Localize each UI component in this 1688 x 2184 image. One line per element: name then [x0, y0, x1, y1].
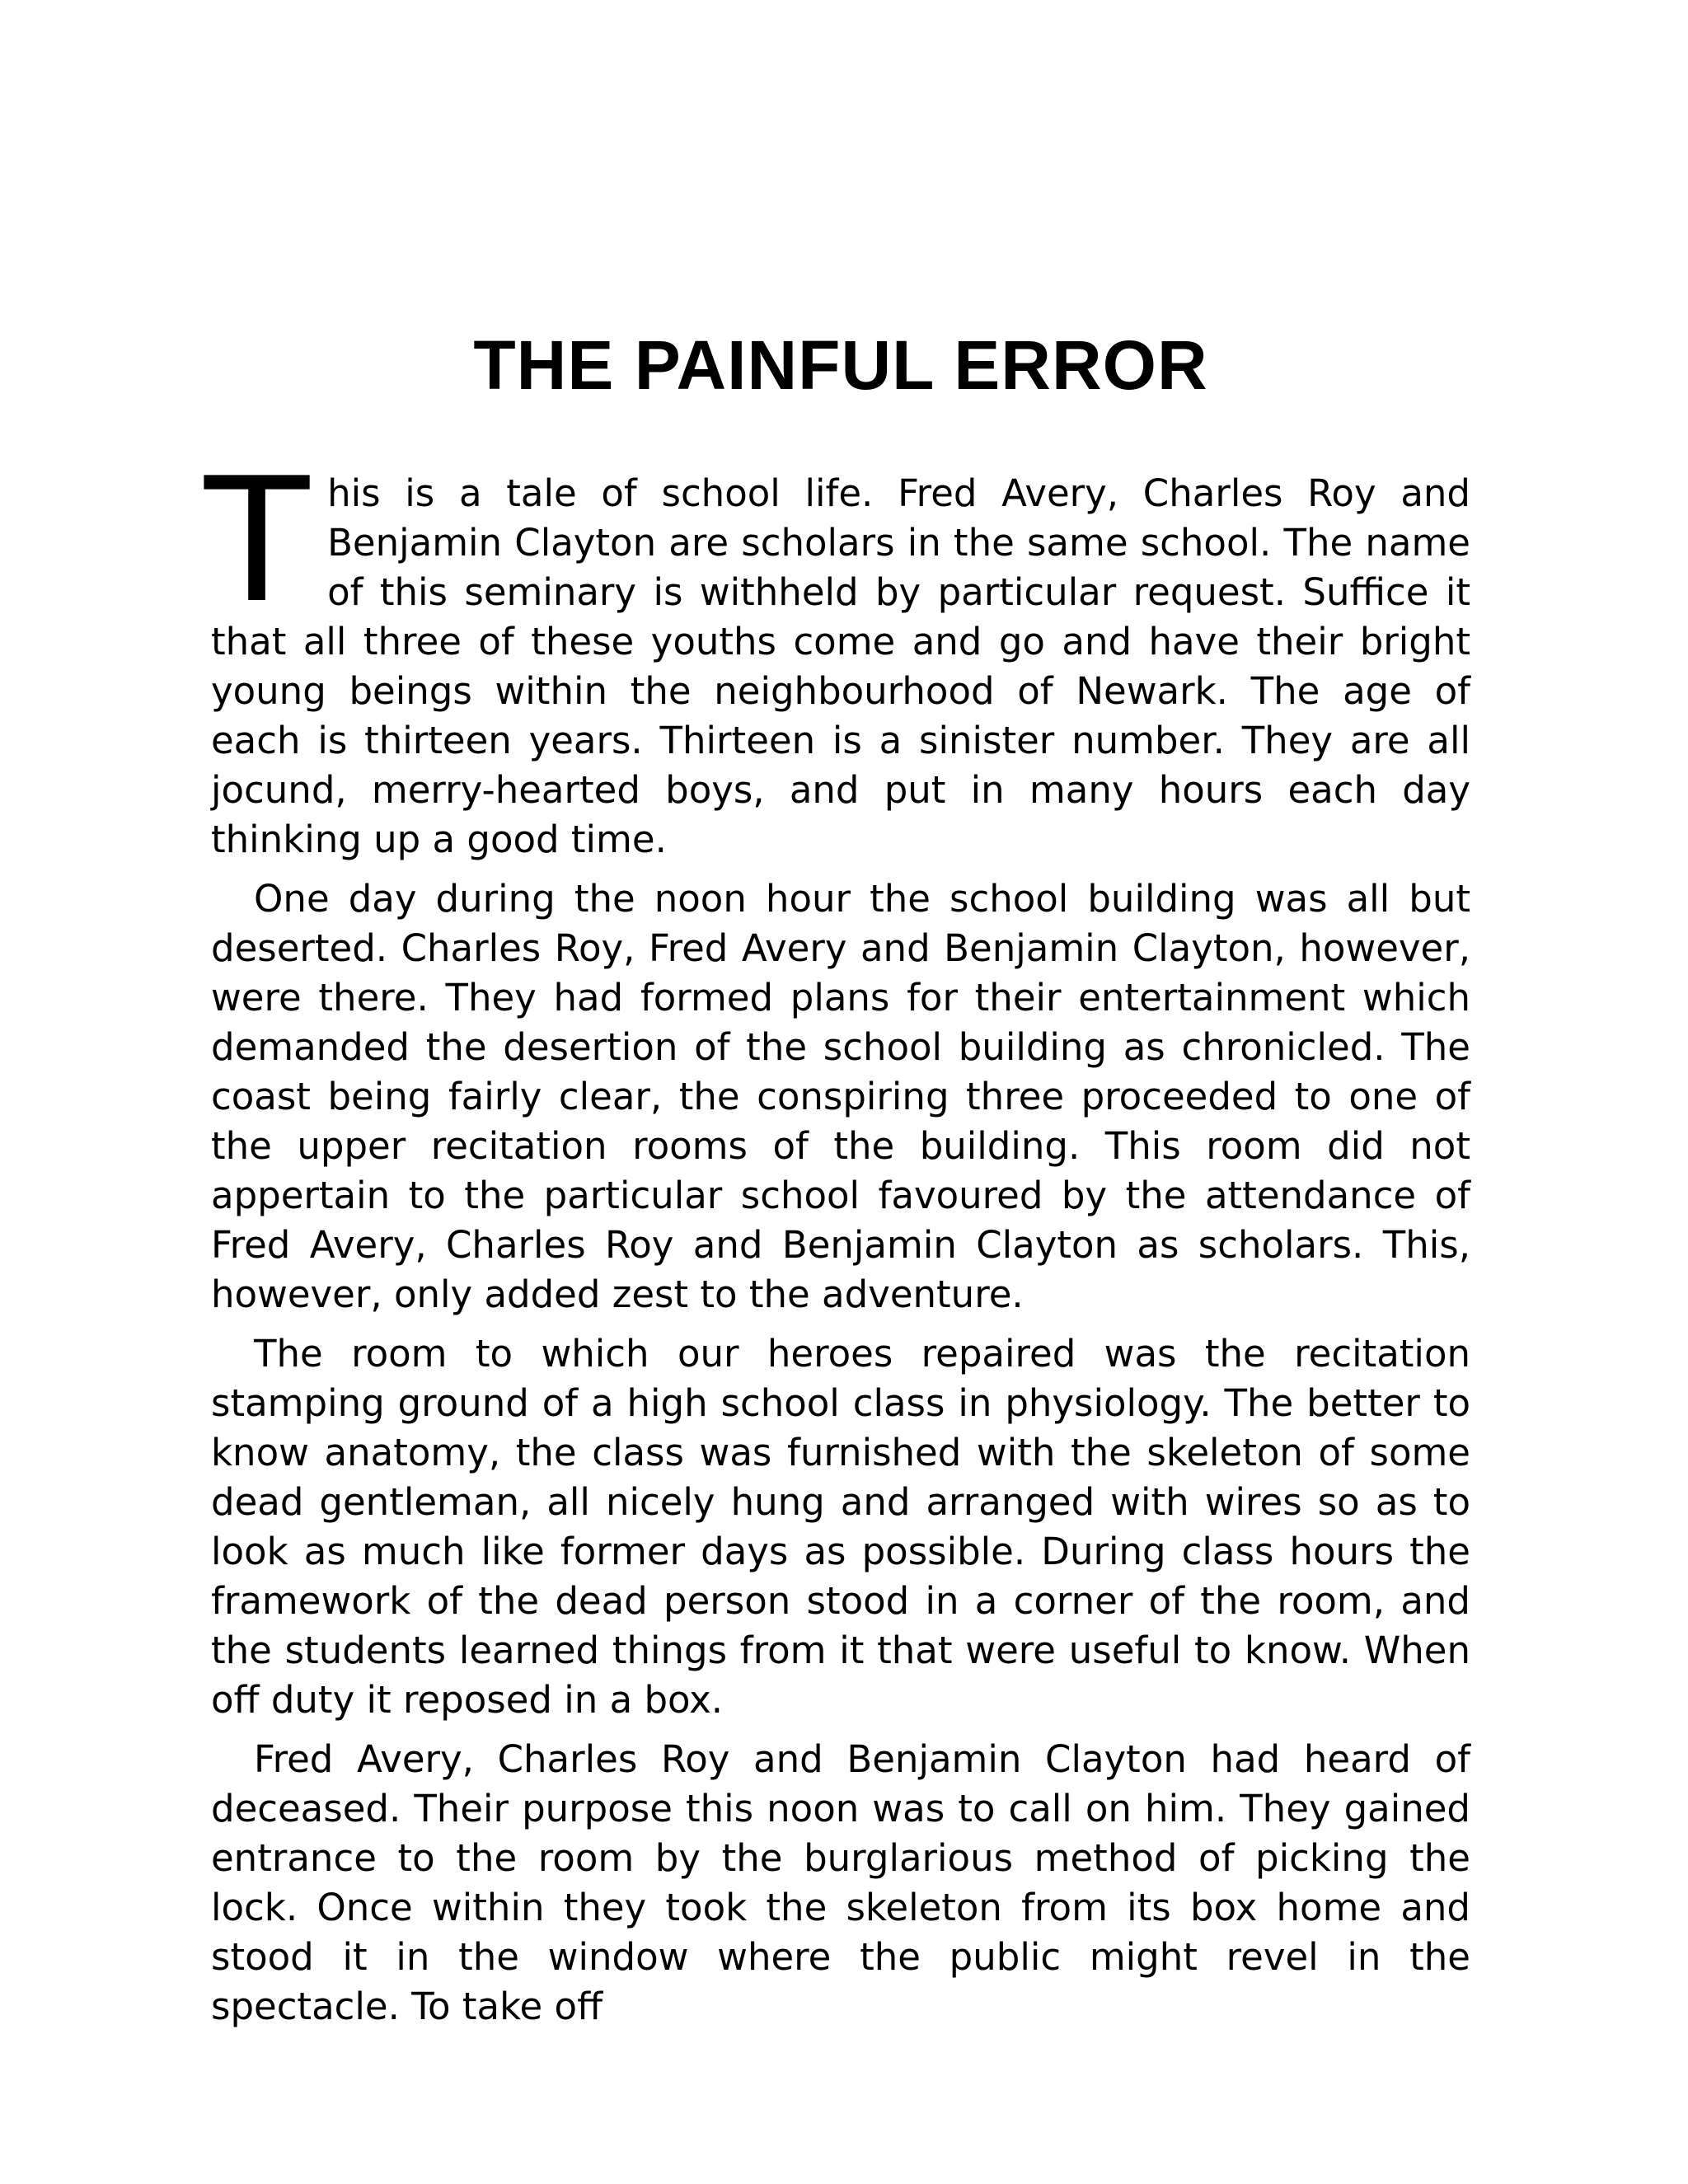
drop-cap: T [204, 442, 310, 641]
paragraph-3: The room to which our heroes repaired was the recitation stamping ground of a high school class in physiology. The better to know anatomy, the class was furnished with the skeleton of some dead gentleman, all nicely hung and arranged with wires so as to look as much like former days as possible. During class hours the framework of the dead person stood in a corner of the room, and the students learned things from it that were useful to know. When off duty it reposed in a box. [211, 1332, 1470, 1722]
paragraph-4: Fred Avery, Charles Roy and Benjamin Clayton had heard of deceased. Their purpose this noon was to call on him. They gained entrance to the room by the burglarious method of picking the lock. Once within they took the skeleton from its box home and stood it in the window where the public might revel in the spectacle. To take off [211, 1737, 1470, 2028]
paragraph-1-text: his is a tale of school life. Fred Avery, Charles Roy and Benjamin Clayton are scholars in the same school. The name of this seminary is withheld by particular request. Suffice it that all three of these youths come and go and have their bright young beings within the neighbourhood of Newark. The age of each is thirteen years. Thirteen is a sinister number. They are all jocund, merry-hearted boys, and put in many hours each day thinking up a good time. [211, 471, 1470, 861]
paragraph-1 [204, 442, 1470, 865]
chapter-title: THE PAINFUL ERROR [473, 326, 1208, 404]
paragraph-2: One day during the noon hour the school building was all but deserted. Charles Roy, Fred Avery and Benjamin Clayton, however, were there. They had formed plans for their entertainment which demanded the desertion of the school building as chronicled. The coast being fairly clear, the conspiring three proceeded to one of the upper recitation rooms of the building. This room did not appertain to the particular school favoured by the attendance of Fred Avery, Charles Roy and Benjamin Clayton as scholars. This, however, only added zest to the adventure. [211, 877, 1470, 1316]
page [204, 326, 1470, 2041]
